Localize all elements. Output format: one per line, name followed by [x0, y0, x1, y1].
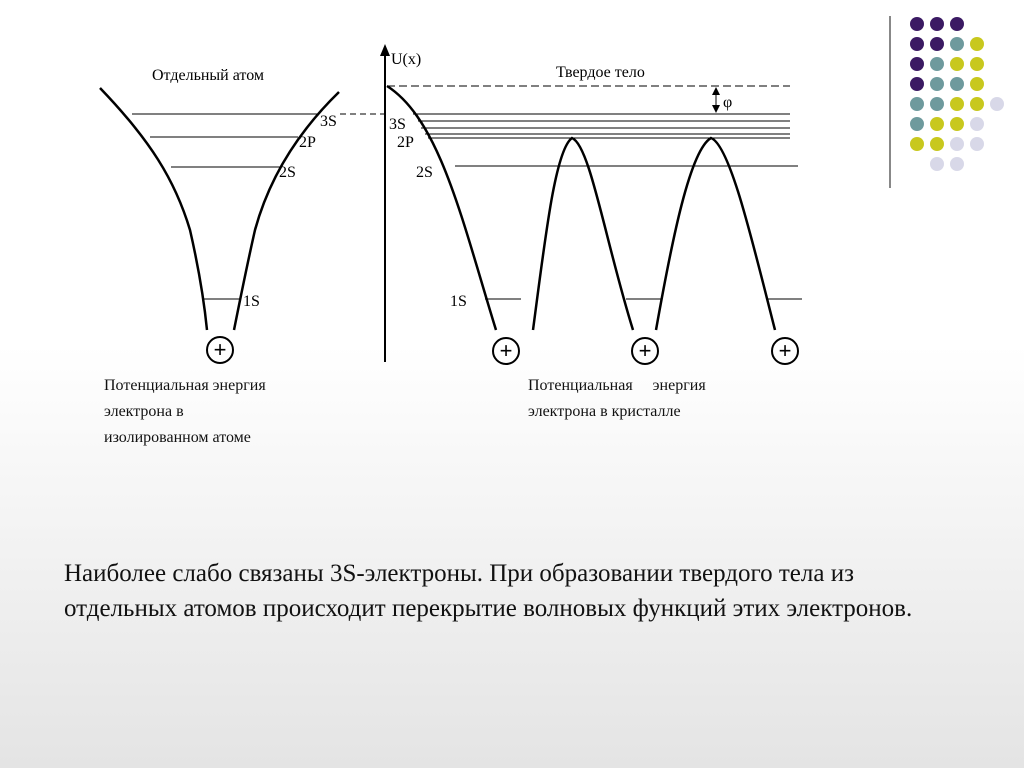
decorative-dot — [950, 97, 964, 111]
decorative-dot — [910, 17, 924, 31]
y-axis-arrow — [380, 44, 390, 56]
crystal-nucleus — [493, 338, 519, 364]
caption-line: Потенциальная энергия — [104, 377, 266, 394]
caption-line: изолированном атоме — [104, 429, 251, 446]
atom-level-2p-label: 2P — [299, 134, 316, 151]
caption-line: электрона в — [104, 403, 184, 420]
decorative-dot — [910, 37, 924, 51]
decorative-dot — [970, 37, 984, 51]
caption-word: Потенциальная — [528, 377, 633, 394]
decorative-dot — [970, 97, 984, 111]
atom-level-1s-label: 1S — [243, 293, 260, 310]
decorative-dot — [950, 17, 964, 31]
decorative-dot — [950, 137, 964, 151]
work-function-arrow — [712, 87, 720, 113]
atom-level-2s-label: 2S — [279, 164, 296, 181]
decorative-dot — [950, 57, 964, 71]
isolated-atom-caption — [104, 373, 354, 451]
crystal-nucleus-sign: + — [499, 338, 513, 363]
decorative-dot — [930, 57, 944, 71]
crystal-nucleus-sign: + — [778, 338, 792, 363]
atom-potential-left-wall — [100, 88, 207, 330]
solid-level-1s-label: 1S — [450, 293, 467, 310]
atom-nucleus-sign: + — [213, 337, 227, 362]
crystal-potential-curve — [387, 86, 775, 330]
decorative-dot — [930, 17, 944, 31]
decorative-dot — [970, 117, 984, 131]
atom-nucleus — [207, 337, 233, 363]
solid-diagram — [380, 44, 802, 364]
solid-level-3s-label: 3S — [389, 116, 406, 133]
decorative-dot — [950, 37, 964, 51]
caption-line — [528, 373, 788, 399]
isolated-atom-diagram — [100, 67, 339, 363]
crystal-caption — [528, 373, 788, 425]
decorative-dot — [910, 57, 924, 71]
decorative-dot — [930, 77, 944, 91]
solid-title: Твердое тело — [556, 64, 645, 81]
decorative-dot — [950, 157, 964, 171]
decorative-dot — [950, 77, 964, 91]
decorative-dot — [930, 37, 944, 51]
decorative-dot — [930, 157, 944, 171]
crystal-nucleus-sign: + — [638, 338, 652, 363]
caption-word: энергия — [652, 377, 706, 394]
decorative-dot — [910, 77, 924, 91]
solid-level-2s-label: 2S — [416, 164, 433, 181]
decorative-dot — [910, 137, 924, 151]
decorative-dot — [930, 137, 944, 151]
caption-line: электрона в кристалле — [528, 403, 681, 420]
solid-level-2p-label: 2P — [397, 134, 414, 151]
decorative-dot — [930, 117, 944, 131]
decorative-dot — [990, 97, 1004, 111]
slide-body-text: Наиболее слабо связаны 3S-электроны. При образовании твердого тела из отдельных атомов происходит перекрытие волновых функций этих электронов. — [64, 560, 913, 622]
decorative-dot — [970, 77, 984, 91]
decorative-dot-grid — [910, 17, 1004, 171]
decorative-dot — [930, 97, 944, 111]
decorative-divider — [889, 16, 891, 188]
crystal-nucleus — [772, 338, 798, 364]
decorative-dot — [910, 97, 924, 111]
crystal-nucleus — [632, 338, 658, 364]
decorative-dot — [970, 57, 984, 71]
isolated-atom-title: Отдельный атом — [152, 67, 265, 84]
y-axis-label: U(x) — [391, 51, 422, 68]
work-function-symbol: φ — [723, 94, 733, 111]
decorative-dot — [970, 137, 984, 151]
decorative-dot — [950, 117, 964, 131]
atom-level-3s-label: 3S — [320, 113, 337, 130]
decorative-dot — [910, 117, 924, 131]
